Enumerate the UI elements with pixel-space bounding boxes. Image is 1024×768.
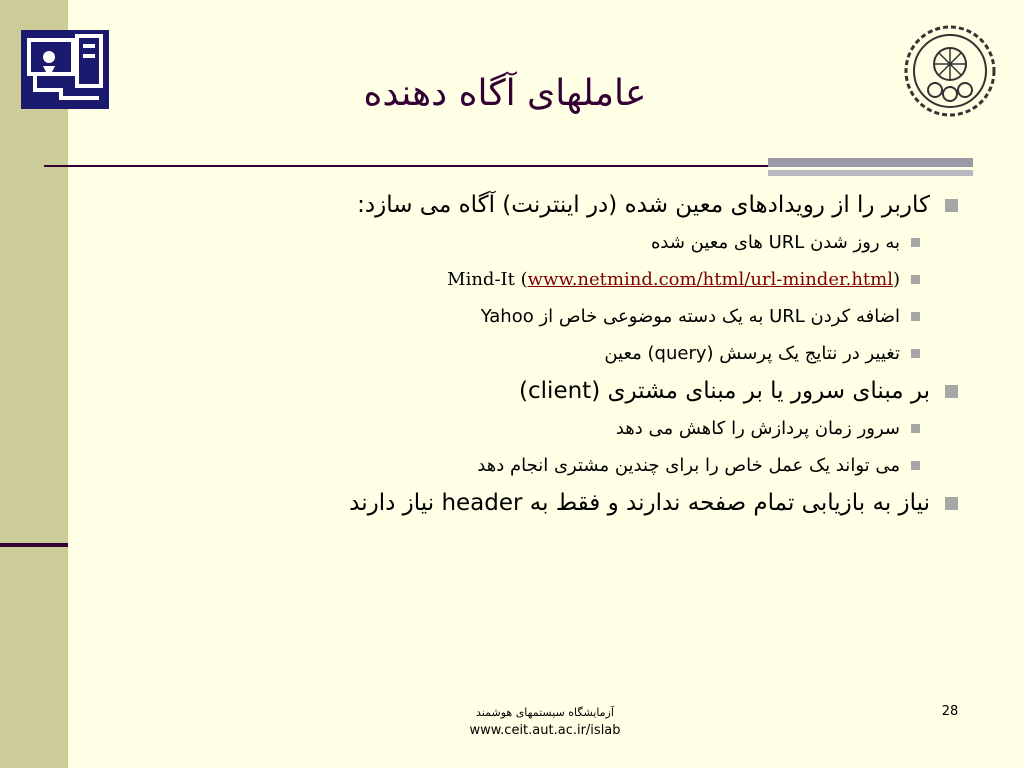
left-decorative-band: [0, 0, 68, 768]
square-bullet-icon: [911, 349, 920, 358]
square-bullet-icon: [911, 312, 920, 321]
square-bullet-icon: [911, 424, 920, 433]
bullet-item: [230, 186, 960, 224]
slide-title: عاملهای آگاه دهنده: [363, 73, 647, 114]
bullet-text: بر مبنای سرور یا بر مبنای مشتری (client): [519, 378, 930, 404]
sub-bullet-item: [230, 224, 960, 261]
square-bullet-icon: [911, 238, 920, 247]
slide-footer: [380, 704, 710, 740]
footer-lab-name: آزمایشگاه سیستمهای هوشمند: [476, 706, 614, 719]
sub-bullet-item: [230, 447, 960, 484]
page-number: 28: [941, 704, 959, 719]
footer-website: www.ceit.aut.ac.ir/islab: [469, 723, 621, 738]
mind-it-suffix: ): [892, 269, 900, 290]
square-bullet-icon: [945, 385, 958, 398]
bullet-text: کاربر را از رویدادهای معین شده (در اینترنت) آگاه می سازد:: [357, 192, 930, 218]
sub-bullet-text: سرور زمان پردازش را کاهش می دهد: [615, 418, 900, 439]
bullet-item: [230, 372, 960, 410]
square-bullet-icon: [911, 461, 920, 470]
sub-bullet-text: تغییر در نتایج یک پرسش (query) معین: [604, 343, 900, 364]
title-accent-bar-lower: [768, 170, 973, 176]
mind-it-prefix: Mind-It (: [447, 269, 528, 290]
square-bullet-icon: [945, 497, 958, 510]
bullet-text: نیاز به بازیابی تمام صفحه ندارند و فقط به header نیاز دارند: [349, 490, 930, 516]
left-band-rule: [0, 543, 68, 547]
mind-it-reference: [447, 269, 900, 290]
netmind-url-link[interactable]: www.netmind.com/html/url-minder.html: [527, 269, 893, 290]
bullet-item: [230, 484, 960, 522]
sub-bullet-item: [230, 261, 960, 298]
square-bullet-icon: [945, 199, 958, 212]
slide-content: [230, 186, 960, 522]
sub-bullet-text: اضافه کردن URL به یک دسته موضوعی خاص از Yahoo: [480, 306, 900, 327]
islab-computer-logo-icon: [21, 30, 109, 109]
sub-bullet-item: [230, 410, 960, 447]
square-bullet-icon: [911, 275, 920, 284]
title-underline: [44, 165, 772, 167]
sub-bullet-text: به روز شدن URL های معین شده: [650, 232, 900, 253]
aut-university-seal-icon: [903, 24, 997, 118]
sub-bullet-text: می تواند یک عمل خاص را برای چندین مشتری انجام دهد: [477, 455, 900, 476]
sub-bullet-item: [230, 298, 960, 335]
sub-bullet-item: [230, 335, 960, 372]
title-accent-bar: [768, 158, 973, 167]
